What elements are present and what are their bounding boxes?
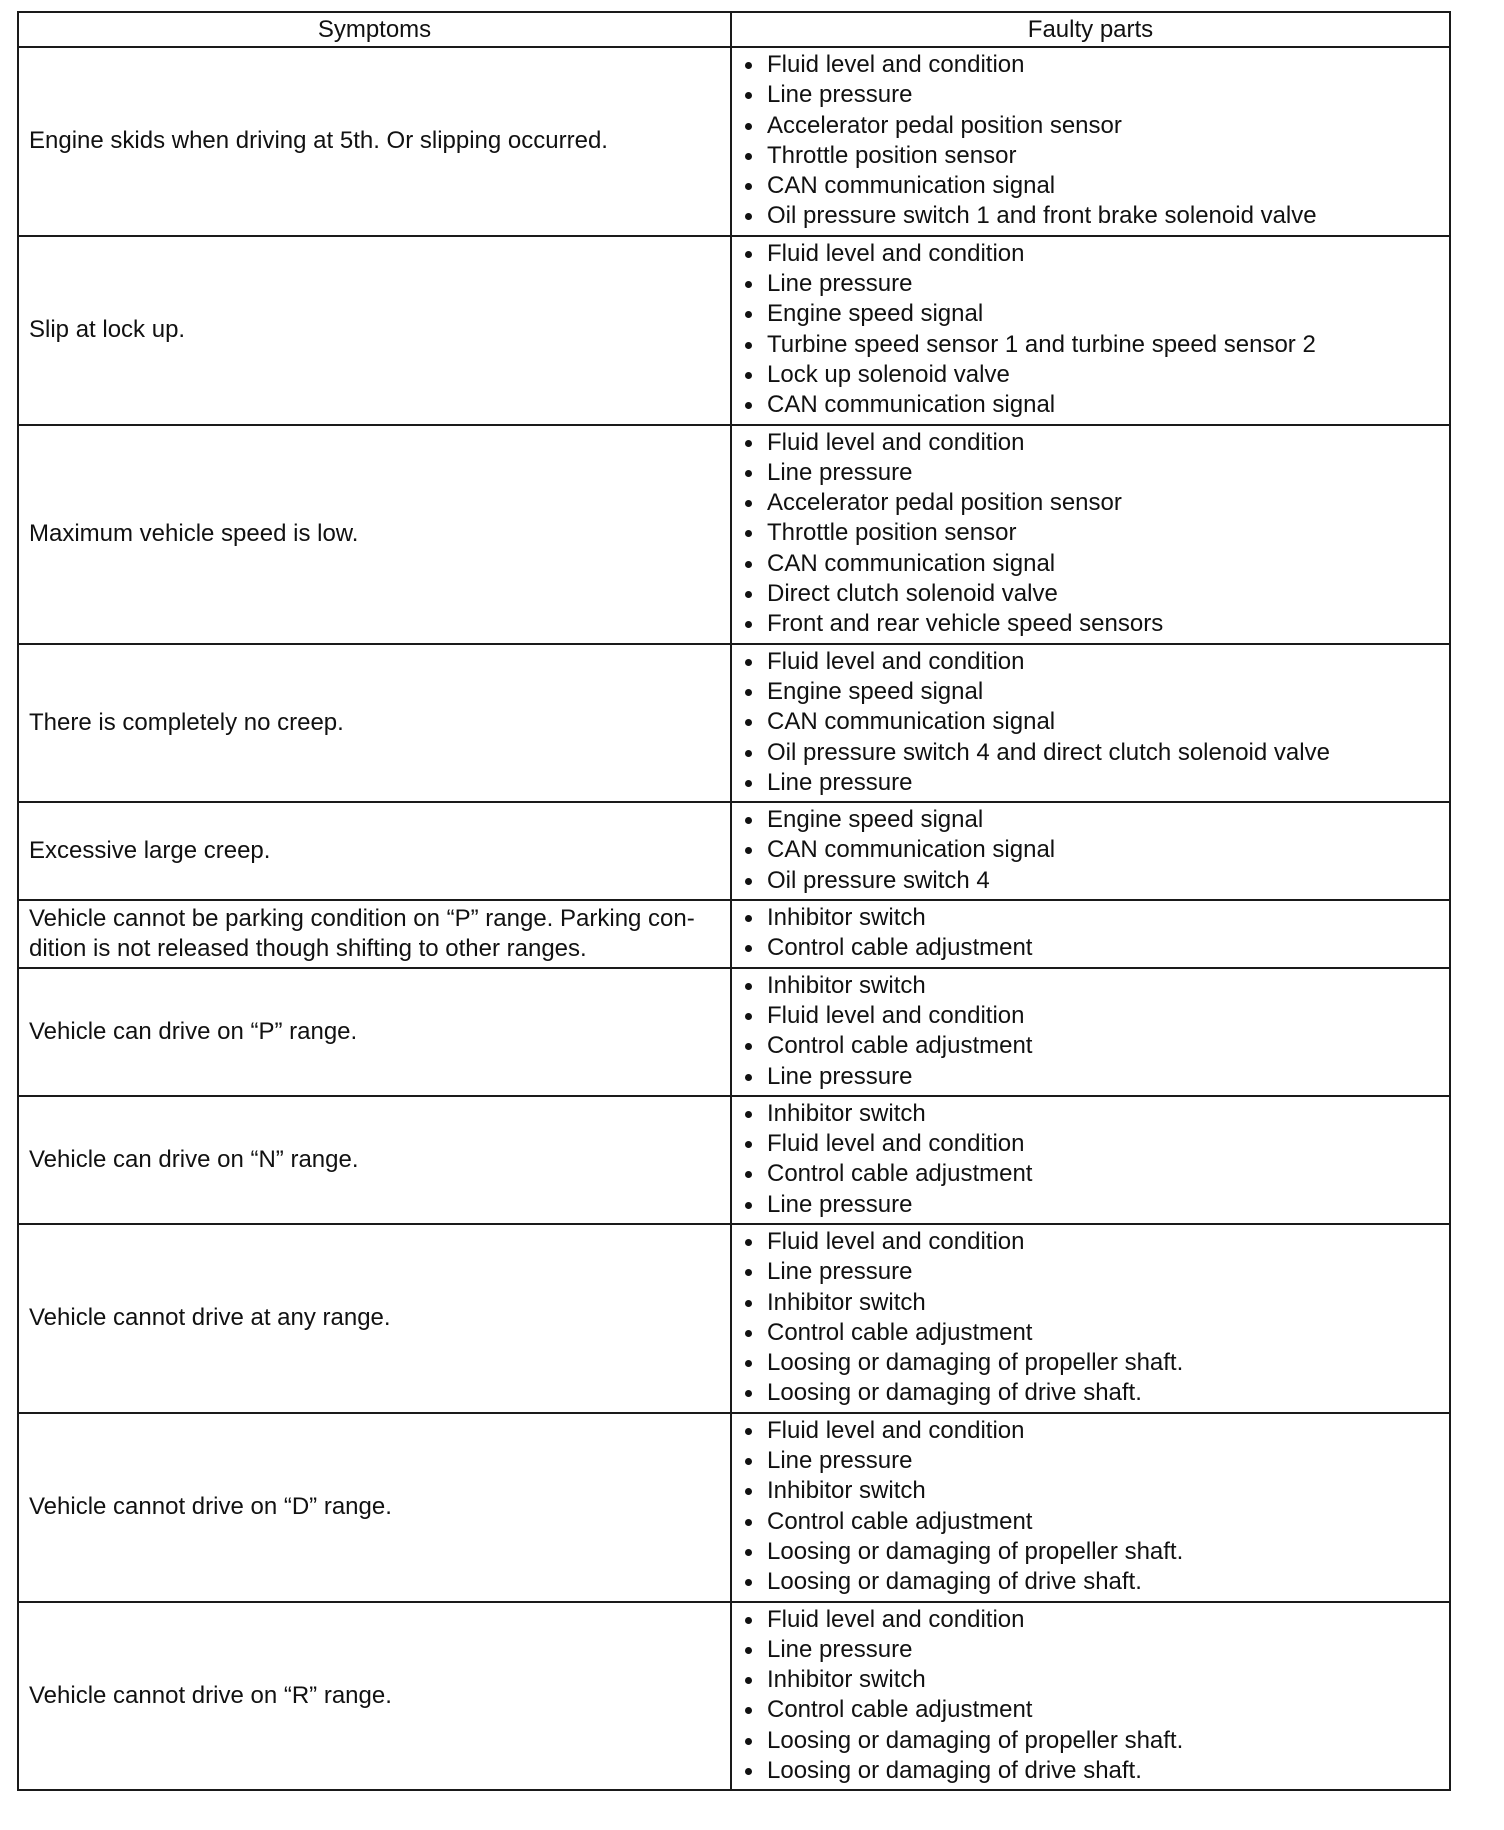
list-item: Line pressure [742,1446,1441,1476]
faulty-parts-cell [731,900,1450,968]
list-item: Inhibitor switch [742,1476,1441,1506]
table-row [18,236,1450,425]
table-header [18,12,1450,47]
symptom-text: There is completely no creep. [29,708,344,736]
list-item: Direct clutch solenoid valve [742,579,1441,609]
faulty-parts-cell [731,1096,1450,1224]
symptom-cell [18,644,731,802]
symptoms-table [17,11,1451,1791]
list-item: Engine speed signal [742,805,1441,835]
faulty-parts-list [742,903,1441,964]
faulty-parts-list [742,239,1441,421]
symptom-cell [18,900,731,968]
table-row [18,1224,1450,1413]
symptom-cell [18,425,731,644]
list-item: Fluid level and condition [742,1605,1441,1635]
faulty-parts-list [742,805,1441,896]
symptom-text: Vehicle cannot drive on “D” range. [29,1493,392,1520]
symptom-text: Slip at lock up. [29,316,186,344]
list-item: Control cable adjustment [742,1507,1441,1537]
list-item: Fluid level and condition [742,1001,1441,1031]
list-item: Inhibitor switch [742,1288,1441,1318]
list-item: Fluid level and condition [742,239,1441,269]
symptom-text-line: Vehicle cannot be parking condition on “P” range. Parking con- [29,904,695,932]
list-item: Control cable adjustment [742,1318,1441,1348]
list-item: Fluid level and condition [742,1129,1441,1159]
header-row [18,12,1450,47]
list-item: CAN communication signal [742,549,1441,579]
list-item: Loosing or damaging of propeller shaft. [742,1726,1441,1756]
faulty-parts-list [742,1099,1441,1220]
faulty-parts-list [742,50,1441,232]
table-row [18,1096,1450,1224]
faulty-parts-list [742,1227,1441,1409]
symptom-cell [18,1413,731,1602]
symptom-cell [18,1224,731,1413]
list-item: Turbine speed sensor 1 and turbine speed sensor 2 [742,330,1441,360]
faulty-parts-cell [731,1224,1450,1413]
faulty-parts-cell [731,1413,1450,1602]
list-item: Throttle position sensor [742,518,1441,548]
list-item: Line pressure [742,1190,1441,1220]
list-item: Loosing or damaging of drive shaft. [742,1756,1441,1786]
faulty-parts-cell [731,236,1450,425]
faulty-parts-cell [731,425,1450,644]
faulty-parts-list [742,428,1441,640]
list-item: Loosing or damaging of propeller shaft. [742,1537,1441,1567]
list-item: Oil pressure switch 4 [742,866,1441,896]
faulty-parts-column-header: Faulty parts [731,12,1450,47]
table-row [18,1413,1450,1602]
list-item: Line pressure [742,458,1441,488]
symptoms-column-header: Symptoms [18,12,731,47]
symptom-cell [18,968,731,1096]
table-row [18,802,1450,900]
list-item: Line pressure [742,80,1441,110]
list-item: Inhibitor switch [742,1665,1441,1695]
list-item: Control cable adjustment [742,1159,1441,1189]
symptom-text: Vehicle can drive on “P” range. [29,1017,358,1045]
list-item: Line pressure [742,1257,1441,1287]
list-item: Accelerator pedal position sensor [742,488,1441,518]
table-row [18,425,1450,644]
list-item: Front and rear vehicle speed sensors [742,609,1441,639]
list-item: Fluid level and condition [742,1227,1441,1257]
faulty-parts-cell [731,968,1450,1096]
symptom-text: Vehicle can drive on “N” range. [29,1145,359,1173]
faulty-parts-list [742,647,1441,798]
list-item: Line pressure [742,1635,1441,1665]
table-row [18,968,1450,1096]
faulty-parts-cell [731,1602,1450,1791]
list-item: Control cable adjustment [742,1031,1441,1061]
list-item: Line pressure [742,269,1441,299]
list-item: Accelerator pedal position sensor [742,111,1441,141]
list-item: CAN communication signal [742,835,1441,865]
list-item: Control cable adjustment [742,1695,1441,1725]
symptom-text: Engine skids when driving at 5th. Or slipping occurred. [29,127,608,155]
symptom-cell [18,1096,731,1224]
symptom-text: Maximum vehicle speed is low. [29,519,359,547]
table-row [18,644,1450,802]
list-item: Fluid level and condition [742,1416,1441,1446]
table-body [18,47,1450,1790]
list-item: Oil pressure switch 4 and direct clutch solenoid valve [742,738,1441,768]
symptom-text: Vehicle cannot drive on “R” range. [29,1681,392,1709]
faulty-parts-list [742,1416,1441,1598]
symptom-cell [18,1602,731,1791]
faulty-parts-cell [731,47,1450,236]
table-row [18,1602,1450,1791]
list-item: Throttle position sensor [742,141,1441,171]
list-item: CAN communication signal [742,390,1441,420]
list-item: Control cable adjustment [742,933,1441,963]
list-item: Inhibitor switch [742,1099,1441,1129]
list-item: Inhibitor switch [742,971,1441,1001]
list-item: Loosing or damaging of drive shaft. [742,1567,1441,1597]
faulty-parts-list [742,1605,1441,1787]
list-item: CAN communication signal [742,171,1441,201]
faulty-parts-cell [731,802,1450,900]
list-item: Line pressure [742,768,1441,798]
symptom-cell [18,802,731,900]
symptom-text-line: dition is not released though shifting to other ranges. [29,934,587,962]
symptom-cell [18,236,731,425]
faulty-parts-list [742,971,1441,1092]
list-item: Fluid level and condition [742,428,1441,458]
symptom-text: Vehicle cannot drive at any range. [29,1304,391,1332]
list-item: Loosing or damaging of drive shaft. [742,1378,1441,1408]
table-row [18,900,1450,968]
table-row [18,47,1450,236]
list-item: Oil pressure switch 1 and front brake solenoid valve [742,201,1441,231]
list-item: Engine speed signal [742,299,1441,329]
list-item: Fluid level and condition [742,50,1441,80]
list-item: Fluid level and condition [742,647,1441,677]
faulty-parts-cell [731,644,1450,802]
list-item: Engine speed signal [742,677,1441,707]
symptom-text: Excessive large creep. [29,836,271,864]
symptom-cell [18,47,731,236]
list-item: CAN communication signal [742,707,1441,737]
list-item: Loosing or damaging of propeller shaft. [742,1348,1441,1378]
list-item: Lock up solenoid valve [742,360,1441,390]
list-item: Inhibitor switch [742,903,1441,933]
list-item: Line pressure [742,1062,1441,1092]
